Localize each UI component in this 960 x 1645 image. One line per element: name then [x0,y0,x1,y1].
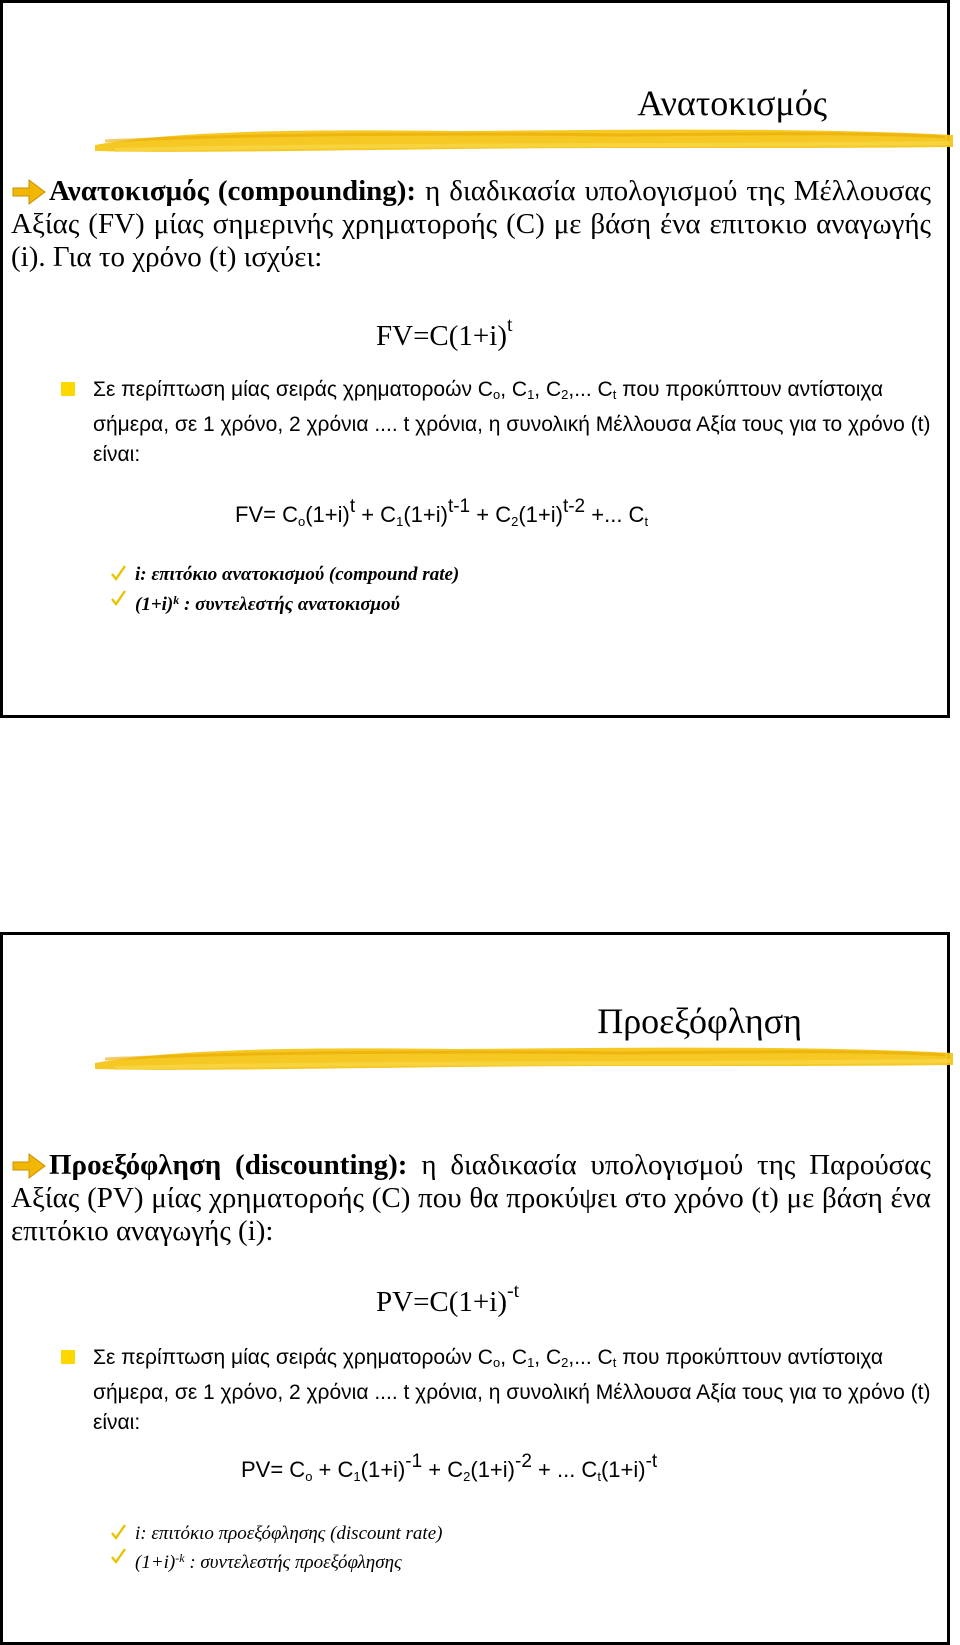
subscript: 1 [353,1469,361,1484]
checkmark-icon [111,590,126,606]
arrow-right-icon [11,178,47,206]
formula-part: +... C [585,502,645,527]
superscript: k [173,593,180,607]
formula-part: + ... C [531,1457,598,1482]
superscript: t-1 [447,496,471,517]
para-text: ,... C [568,1346,613,1369]
para-text: Σε περίπτωση μίας σειράς χρηματοροών C [93,378,493,401]
arrow-right-icon [11,1152,47,1180]
definition-term: Προεξόφληση (discounting): [49,1149,408,1181]
formula-part: (1+i) [518,502,563,527]
note-discount-rate [111,1522,442,1546]
subscript: o [305,1469,313,1484]
brush-underline-decoration [95,1039,953,1079]
formula-part: (1+i) [600,1457,646,1482]
subscript: o [297,514,306,529]
para-text: ,... C [568,378,613,401]
note-text: (1+i) [135,594,174,615]
subscript: t [612,1355,617,1370]
subscript: 2 [511,514,519,529]
note-text: i: επιτόκιο προεξόφλησης (discount rate) [135,1523,443,1544]
definition-paragraph [11,1149,931,1248]
subscript: 1 [396,514,404,529]
subscript: 1 [527,387,535,402]
subscript: t [644,514,649,529]
fv-formula-exponent: t [507,314,513,336]
subscript: o [492,387,501,402]
para-text: Σε περίπτωση μίας σειράς χρηματοροών C [93,1346,493,1369]
superscript: -t [645,1451,658,1472]
formula-part: (1+i) [403,502,448,527]
formula-part: (1+i) [470,1457,515,1482]
formula-part: (1+i) [360,1457,406,1482]
slide-title: Προεξόφληση [597,1001,802,1041]
formula-part: + C [422,1457,464,1482]
fv-formula-base: FV=C(1+i) [376,320,507,352]
fv-formula [376,315,513,351]
formula-part: PV= C [241,1457,306,1482]
definition-text: η διαδικασία υπολογισμού της Μέλλουσας Αξίας (FV) μίας σημερινής χρηματοροής (C) με βάση ένα επιτοκιο αναγωγής (i). Για το χρόνο (t) ισχύει: [11,175,931,273]
note-text: : συντελεστής προεξόφλησης [184,1552,402,1573]
definition-term: Ανατοκισμός (compounding): [49,175,417,207]
superscript: -1 [405,1451,423,1472]
note-compound-rate [111,563,459,587]
note-text: i: επιτόκιο ανατοκισμού (compound rate) [135,564,460,585]
subscript: 2 [463,1469,471,1484]
pv-formula-exponent: -t [507,1280,520,1302]
slide-title: Ανατοκισμός [637,83,827,123]
note-text: : συντελεστής ανατοκισμού [179,594,400,615]
para-text: που προκύπτουν αντίστοιχα σήμερα, σε 1 χρόνο, 2 χρόνια .... t χρόνια, η συνολική Μέλλουσα Αξία τους για το χρόνο (t) είναι: [93,1346,931,1434]
para-text: που προκύπτουν αντίστοιχα σήμερα, σε 1 χρόνο, 2 χρόνια .... t χρόνια, η συνολική Μέλλουσα Αξία τους για το χρόνο (t) είναι: [93,378,931,466]
checkmark-icon [111,1524,126,1540]
slide-discounting [0,932,950,1645]
checkmark-icon [111,1548,126,1564]
subscript: 1 [527,1355,535,1370]
subscript: 2 [561,387,569,402]
para-text: , C [500,378,528,401]
slide-compounding [0,0,950,718]
pv-formula [376,1281,519,1317]
brush-underline-decoration [95,121,953,161]
formula-part: (1+i) [305,502,350,527]
square-bullet-icon [61,382,75,396]
superscript: -2 [515,1451,532,1472]
cashflow-series-paragraph [61,1343,931,1438]
superscript: t-2 [562,496,586,517]
subscript: t [612,387,617,402]
fv-sum-formula [235,497,648,528]
subscript: t [597,1469,601,1484]
note-discount-factor [111,1546,402,1575]
pv-sum-formula [241,1452,657,1483]
superscript: -k [175,1551,185,1565]
subscript: 2 [561,1355,569,1370]
cashflow-series-paragraph [61,375,931,470]
square-bullet-icon [61,1350,75,1364]
pv-formula-base: PV=C(1+i) [376,1286,507,1318]
superscript: t [349,496,356,517]
checkmark-icon [111,565,126,581]
formula-part: + C [355,502,397,527]
formula-part: FV= C [235,502,298,527]
note-compound-factor [111,588,400,617]
para-text: , C [534,1346,562,1369]
definition-text: η διαδικασία υπολογισμού της Παρούσας Αξίας (PV) μίας χρηματοροής (C) που θα προκύψει στο χρόνο (t) με βάση ένα επιτόκιο αναγωγής (i): [11,1149,931,1247]
definition-paragraph [11,175,931,274]
para-text: , C [500,1346,528,1369]
formula-part: + C [312,1457,354,1482]
para-text: , C [534,378,562,401]
formula-part: + C [470,502,512,527]
note-text: (1+i) [135,1552,176,1573]
subscript: o [492,1355,501,1370]
